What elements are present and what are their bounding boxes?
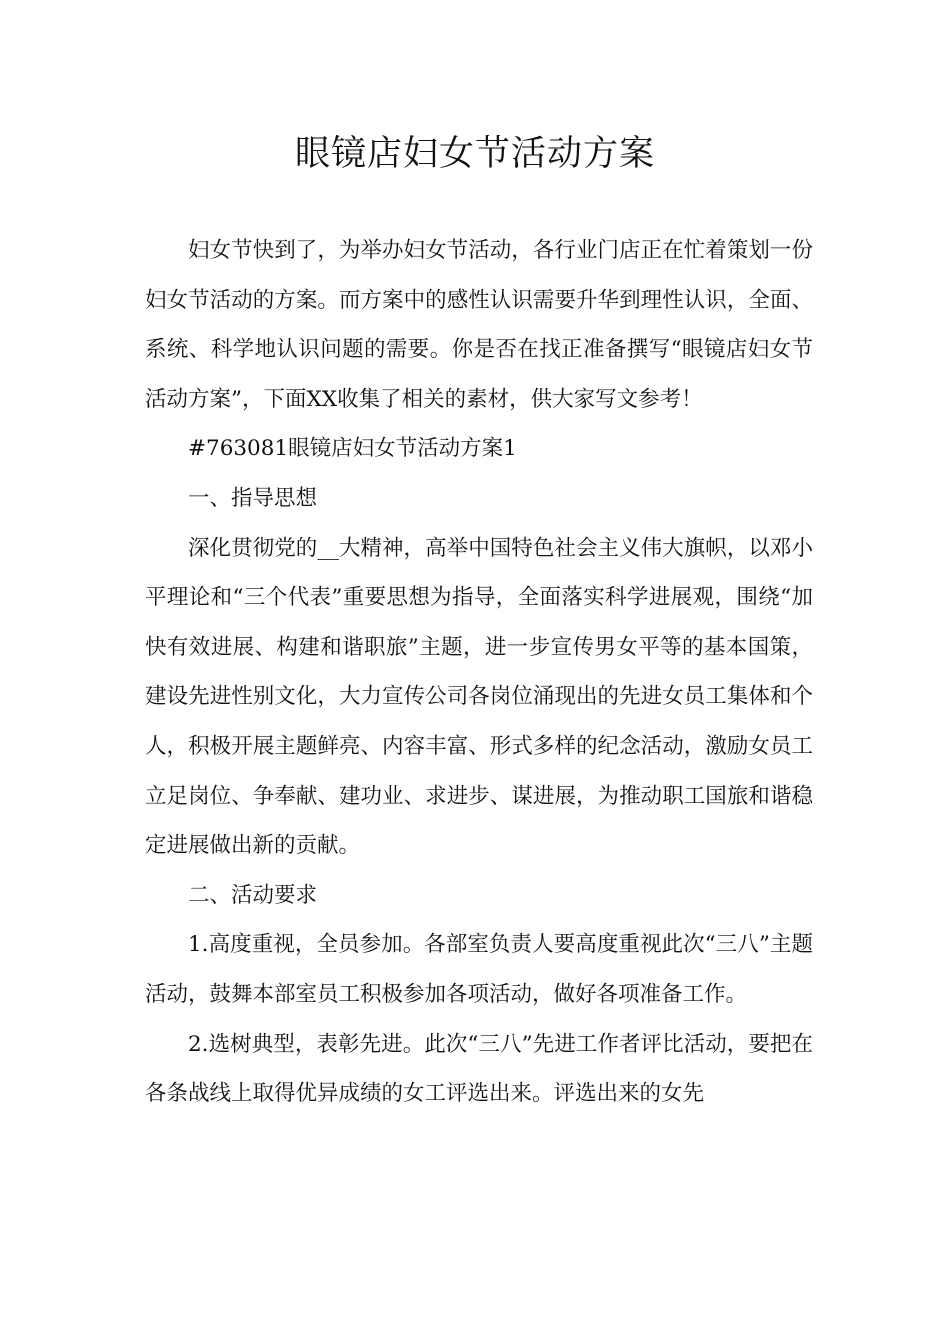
- requirement-item-2: 2.选树典型，表彰先进。此次“三八”先进工作者评比活动，要把在各条战线上取得优异成绩的女工评选出来。评选出来的女先: [145, 1031, 813, 1107]
- plan-heading: #763081眼镜店妇女节活动方案1: [188, 436, 517, 462]
- document-body: [145, 226, 813, 1119]
- section-heading-activity-requirements: 二、活动要求: [188, 882, 318, 908]
- requirement-item-1: 1.高度重视，全员参加。各部室负责人要高度重视此次“三八”主题活动，鼓舞本部室员工积极参加各项活动，做好各项准备工作。: [145, 932, 813, 1007]
- guiding-thought-paragraph: 深化贯彻党的__大精神，高举中国特色社会主义伟大旗帜，以邓小平理论和“三个代表”重要思想为指导，全面落实科学进展观，围绕“加快有效进展、构建和谐职旅”主题，进一步宣传男女平等的基本国策，建设先进性别文化，大力宣传公司各岗位涌现出的先进女员工集体和个人，积极开展主题鲜亮、内容丰富、形式多样的纪念活动，激励女员工立足岗位、争奉献、建功业、求进步、谋进展，为推动职工国旅和谐稳定进展做出新的贡献。: [145, 535, 813, 859]
- document-title: 眼镜店妇女节活动方案: [294, 134, 655, 174]
- intro-paragraph: 妇女节快到了，为举办妇女节活动，各行业门店正在忙着策划一份妇女节活动的方案。而方案中的感性认识需要升华到理性认识，全面、系统、科学地认识问题的需要。你是否在找正准备撰写“眼镜店妇女节活动方案”，下面XX收集了相关的素材，供大家写文参考！: [145, 238, 813, 412]
- section-heading-guiding-thought: 一、指导思想: [188, 485, 318, 511]
